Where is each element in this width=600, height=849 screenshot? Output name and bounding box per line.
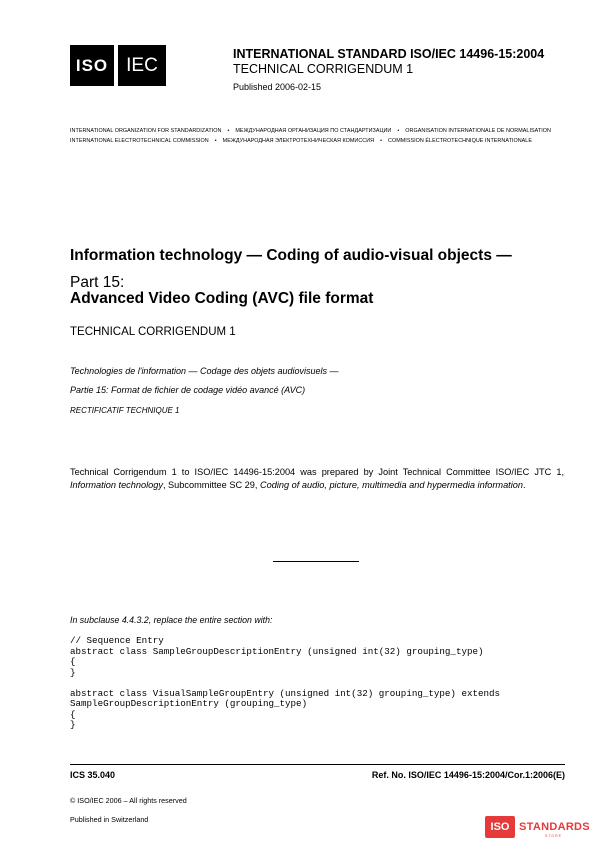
corrigendum-label: TECHNICAL CORRIGENDUM 1 — [233, 62, 414, 76]
org-iec-ru: МЕЖДУНАРОДНАЯ ЭЛЕКТРОТЕХНИЧЕСКАЯ КОМИССИЯ — [222, 138, 375, 144]
standards-store-badge[interactable] — [485, 816, 590, 838]
intro-text-4: Coding of audio, picture, multimedia and hypermedia information — [259, 480, 523, 490]
org-iec-fr: COMMISSION ÉLECTROTECHNIQUE INTERNATIONALE — [388, 138, 532, 144]
french-rectificatif: RECTIFICATIF TECHNIQUE 1 — [70, 406, 180, 415]
intro-paragraph — [70, 466, 564, 492]
iso-logo: ISO — [70, 45, 114, 86]
instruction-text: In subclause 4.4.3.2, replace the entire section with: — [70, 615, 273, 625]
bullet: • — [214, 138, 217, 144]
intro-text-1: Technical Corrigendum 1 to ISO/IEC 14496-15:2004 was prepared by Joint Technical Committee ISO/IEC JTC 1, — [70, 467, 564, 477]
french-part: Partie 15: Format de fichier de codage vidéo avancé (AVC) — [70, 385, 306, 395]
technical-corrigendum: TECHNICAL CORRIGENDUM 1 — [70, 326, 236, 338]
intro-text-2: Information technology — [70, 480, 163, 490]
copyright-notice: © ISO/IEC 2006 – All rights reserved — [70, 796, 187, 805]
document-title: Information technology — Coding of audio-visual objects — — [70, 247, 512, 264]
bullet: • — [380, 138, 383, 144]
org-iso-fr: ORGANISATION INTERNATIONALE DE NORMALISATION — [405, 128, 551, 134]
iso-iec-logo — [70, 45, 166, 86]
org-iso-en: INTERNATIONAL ORGANIZATION FOR STANDARDIZATION — [70, 128, 222, 134]
section-divider — [273, 561, 359, 562]
badge-text: STANDARDS — [519, 821, 590, 833]
iec-logo: IEC — [118, 45, 166, 86]
standard-title: INTERNATIONAL STANDARD ISO/IEC 14496-15:2004 — [233, 47, 545, 61]
published-in: Published in Switzerland — [70, 815, 149, 824]
part-number: Part 15: — [70, 274, 125, 291]
org-iso-ru: МЕЖДУНАРОДНАЯ ОРГАНИЗАЦИЯ ПО СТАНДАРТИЗАЦИИ — [235, 128, 392, 134]
part-title: Advanced Video Coding (AVC) file format — [70, 290, 374, 307]
bullet: • — [397, 128, 400, 134]
org-line-1 — [70, 128, 551, 134]
french-title: Technologies de l'information — Codage des objets audiovisuels — — [70, 366, 339, 376]
intro-text-3: , Subcommittee SC 29, — [162, 480, 260, 490]
footer-divider — [70, 764, 565, 765]
bullet: • — [227, 128, 230, 134]
published-date: Published 2006-02-15 — [233, 82, 322, 92]
ics-code: ICS 35.040 — [70, 770, 116, 780]
intro-text-5: . — [523, 480, 526, 490]
org-iec-en: INTERNATIONAL ELECTROTECHNICAL COMMISSION — [70, 138, 209, 144]
reference-number: Ref. No. ISO/IEC 14496-15:2004/Cor.1:2006(E) — [371, 770, 565, 780]
code-block: // Sequence Entry abstract class SampleGroupDescriptionEntry (unsigned int(32) grouping_type) { } abstract class VisualSampleGroupEntry (unsigned int(32) grouping_type) extends SampleGroupDescriptionEntry (grouping_type) { } — [70, 635, 501, 730]
badge-iso-logo: ISO — [485, 816, 515, 838]
org-line-2 — [70, 138, 532, 144]
badge-subtext: STORE — [545, 834, 562, 838]
